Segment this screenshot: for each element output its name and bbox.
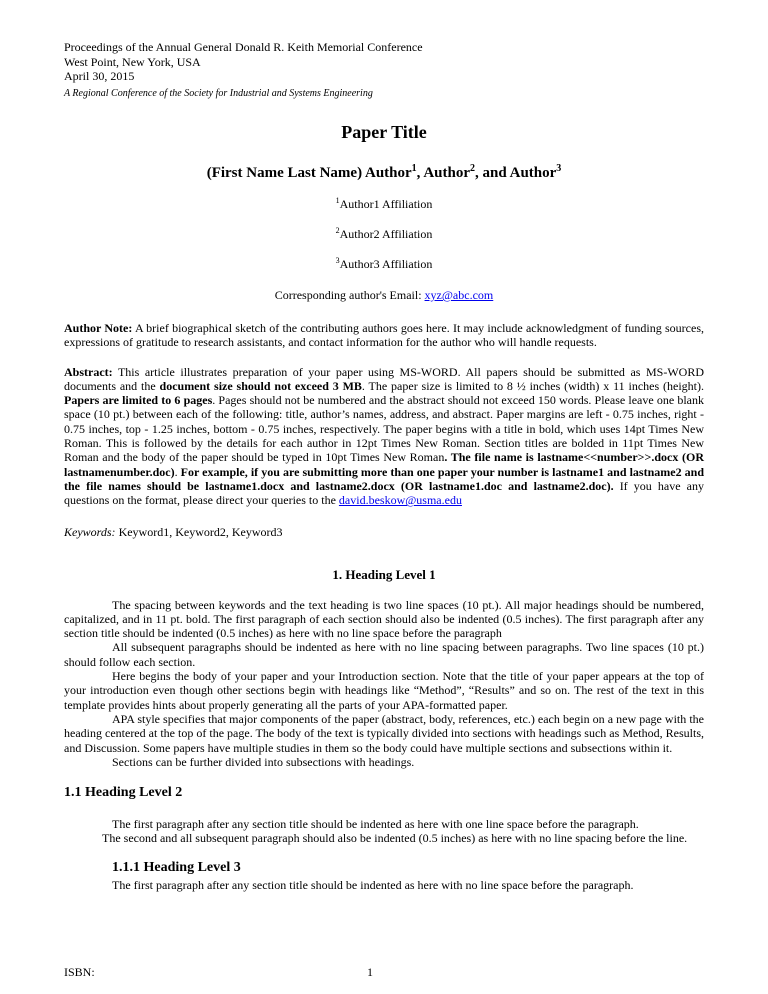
author-note <box>64 321 704 350</box>
section1-paragraph: All subsequent paragraphs should be indented as here with no line spacing between paragraphs. Two line spaces (10 pt.) should follow each section. <box>64 640 704 669</box>
abstract-text: . <box>174 464 181 479</box>
conference-header <box>64 40 704 101</box>
page-number: 1 <box>367 965 373 979</box>
section-heading-1-1: 1.1 Heading Level 2 <box>64 785 183 801</box>
affiliation-num: 1 <box>335 196 340 205</box>
affiliation-text: Author1 Affiliation <box>339 197 433 211</box>
author-note-label: Author Note: <box>64 321 133 335</box>
author-note-text: A brief biographical sketch of the contributing authors goes here. It may include acknowledgment of funding sources, expressions of gratitude to research assistants, and contact information for the author who will handle requests. <box>64 321 705 350</box>
keywords <box>64 525 704 540</box>
author-sup-1: 1 <box>411 163 417 174</box>
abstract <box>64 365 704 508</box>
abstract-text: This article illustrates preparation of your paper using MS-WORD. All papers should be submitted as MS-WORD documents and the <box>64 364 704 393</box>
header-line-1: Proceedings of the Annual General Donald R. Keith Memorial Conference <box>64 40 423 54</box>
affiliation-num: 3 <box>335 256 340 265</box>
section-heading-1: 1. Heading Level 1 <box>332 566 436 582</box>
abstract-email-link[interactable]: david.beskow@usma.edu <box>338 493 462 508</box>
header-subtitle: A Regional Conference of the Society for Industrial and Systems Engineering <box>64 87 373 99</box>
section111-paragraph-1: The first paragraph after any section title should be indented as here with no line space before the paragraph. <box>112 877 634 892</box>
author-sep-1: , Author <box>416 165 471 181</box>
affiliation-2 <box>64 226 704 242</box>
affiliation-3 <box>64 256 704 272</box>
section1-paragraph: Here begins the body of your paper and your Introduction section. Note that the title of your paper appears at the top of your introduction even though other sections begin with headings like “Method”, “Results” and so on. The rest of the text in this template provides hints about properly generating all the parts of your APA-formatted paper. <box>64 669 704 712</box>
paper-title: Paper Title <box>341 122 427 142</box>
abstract-bold: For example, if you are submitting more than one paper your number is lastname1 and lastname2 and the file names should be lastname1.docx and lastname2.docx (OR lastname1.doc and lastname2.doc). <box>64 464 704 493</box>
corresponding-label: Corresponding author's Email: <box>274 288 425 302</box>
author-prefix: (First Name Last Name) Author <box>206 165 412 181</box>
section-heading-1-1-1: 1.1.1 Heading Level 3 <box>112 859 241 875</box>
abstract-text: . The paper size is limited to 8 ½ inches (width) x 11 inches (height). <box>361 378 705 393</box>
abstract-bold: . The file name is lastname<<number>>.docx (OR lastnamenumber.doc) <box>64 450 704 479</box>
section11-paragraph-1: The first paragraph after any section title should be indented as here with one line space before the paragraph. <box>112 817 639 832</box>
affiliation-text: Author2 Affiliation <box>339 227 433 241</box>
keywords-label: Keywords: <box>64 524 116 539</box>
abstract-bold: Papers are limited to 6 pages <box>64 393 213 408</box>
affiliation-text: Author3 Affiliation <box>339 257 433 271</box>
author-sup-2: 2 <box>470 163 476 174</box>
section11-paragraph-2: The second and all subsequent paragraph should also be indented (0.5 inches) as here with no line spacing before the line. <box>102 831 688 846</box>
author-sup-3: 3 <box>556 163 562 174</box>
header-line-3: April 30, 2015 <box>64 69 135 83</box>
section1-paragraph: APA style specifies that major components of the paper (abstract, body, references, etc.) each begin on a new page with the heading centered at the top of the page. The body of the text is typically divided into sections with headings such as Method, Results, and Discussion. Some papers have multiple studies in them so the body could have multiple sections and subsections within it. <box>64 711 704 755</box>
abstract-text: If you have any questions on the format, please direct your queries to the <box>64 478 704 508</box>
abstract-bold: document size should not exceed 3 MB <box>159 378 362 393</box>
page <box>64 40 704 892</box>
section1-paragraph: Sections can be further divided into subsections with headings. <box>112 754 415 769</box>
affiliation-1 <box>64 196 704 212</box>
section1-paragraph: The spacing between keywords and the text heading is two line spaces (10 pt.). All major headings should be numbered, capitalized, and in 11 pt. bold. The first paragraph of each section should also be indented (0.5 inches). The first paragraph after any section title should be indented (0.5 inches) as here with no line space before the paragraph <box>64 597 704 641</box>
header-line-2: West Point, New York, USA <box>64 54 201 69</box>
corresponding-email-link[interactable]: xyz@abc.com <box>424 288 494 302</box>
abstract-label: Abstract: <box>64 364 113 379</box>
abstract-text: . Pages should not be numbered and the abstract should not exceed 150 words. Please leave one blank space (10 pt.) between each of the following: title, author’s names, address, and abstract. Paper margins are left - 0.75 inches, right - 0.75 inches, top - 1.25 inches, bottom - 0.75 inches, respectively. The paper begins with a title in bold, which uses 14pt Times New Roman. This is followed by the details for each author in 12pt Times New Roman. Section titles are bolded in 11pt Times New Roman and the body of the paper should be typed in 10pt Times New Roman <box>64 393 704 465</box>
corresponding-email-line <box>64 288 704 303</box>
keywords-value: Keyword1, Keyword2, Keyword3 <box>115 524 283 539</box>
author-sep-2: , and Author <box>475 165 557 181</box>
author-line <box>64 163 704 182</box>
footer-isbn: ISBN: <box>64 965 95 979</box>
affiliation-num: 2 <box>335 226 340 235</box>
